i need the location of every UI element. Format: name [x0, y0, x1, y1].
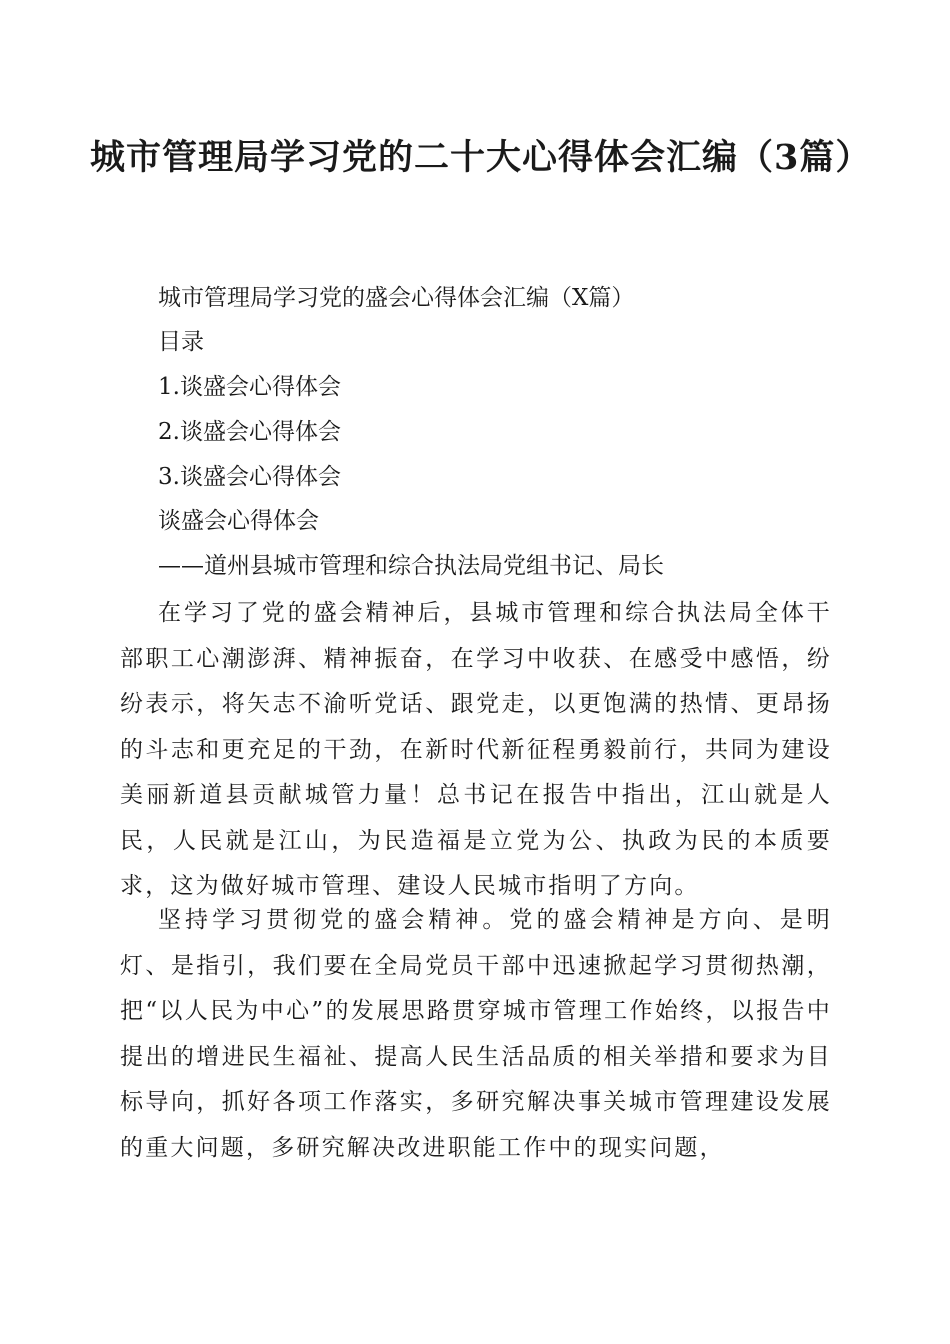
toc-item: 2.谈盛会心得体会: [158, 419, 341, 445]
document-subtitle: 城市管理局学习党的盛会心得体会汇编（X篇）: [158, 285, 635, 311]
document-title: 城市管理局学习党的二十大心得体会汇编（3篇）: [90, 137, 872, 178]
author-line: ——道州县城市管理和综合执法局党组书记、局长: [158, 553, 664, 579]
toc-heading: 目录: [158, 329, 204, 355]
body-paragraph: 坚持学习贯彻党的盛会精神。党的盛会精神是方向、是明灯、是指引，我们要在全局党员干部中迅速掀起学习贯彻热潮，把“以人民为中心”的发展思路贯穿城市管理工作始终，以报告中提出的增进民生福祉、提高人民生活品质的相关举措和要求为目标导向，抓好各项工作落实，多研究解决事关城市管理建设发展的重大问题，多研究解决改进职能工作中的现实问题，: [120, 907, 832, 1161]
article-title: 谈盛会心得体会: [158, 508, 319, 534]
body-paragraph: 在学习了党的盛会精神后，县城市管理和综合执法局全体干部职工心潮澎湃、精神振奋，在学习中收获、在感受中感悟，纷纷表示，将矢志不渝听党话、跟党走，以更饱满的热情、更昂扬的斗志和更充足的干劲，在新时代新征程勇毅前行，共同为建设美丽新道县贡献城管力量！总书记在报告中指出，江山就是人民，人民就是江山，为民造福是立党为公、执政为民的本质要求，这为做好城市管理、建设人民城市指明了方向。: [120, 600, 832, 899]
toc-item: 3.谈盛会心得体会: [158, 464, 341, 490]
toc-item: 1.谈盛会心得体会: [158, 374, 341, 400]
